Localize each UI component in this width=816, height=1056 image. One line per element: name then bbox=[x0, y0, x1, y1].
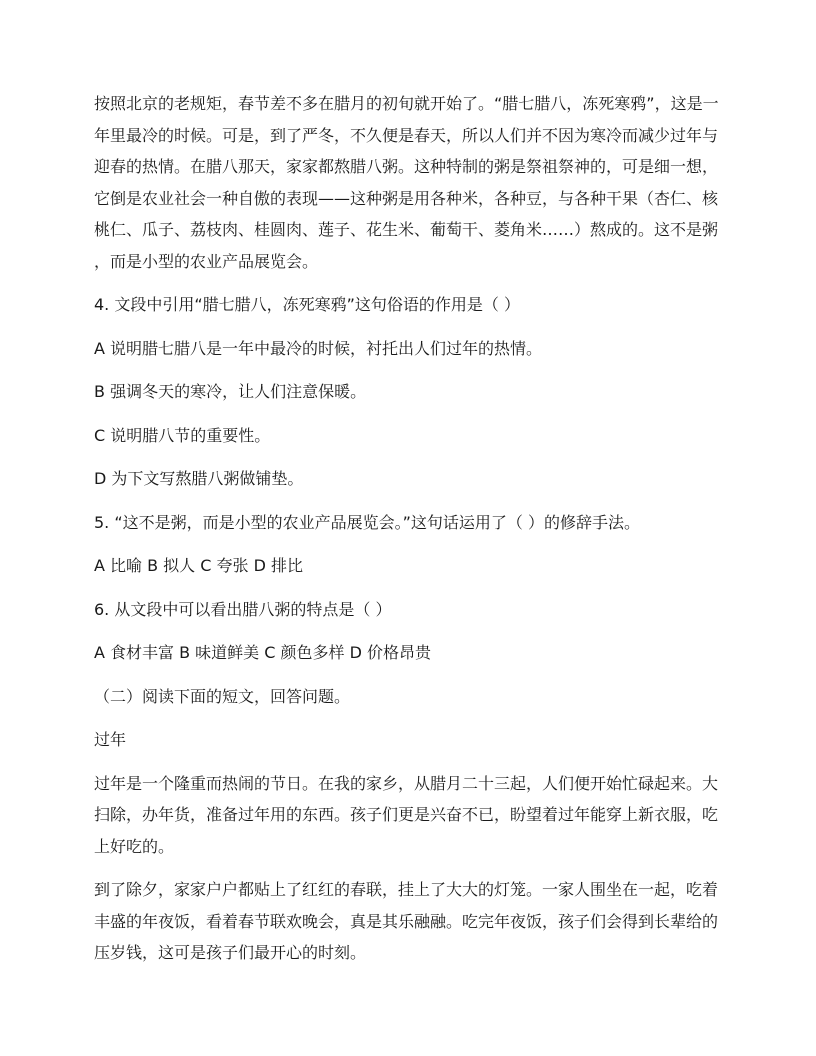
passage-paragraph bbox=[94, 88, 724, 277]
article-paragraph-1 bbox=[94, 768, 724, 863]
passage-line: 按照北京的老规矩，春节差不多在腊月的初旬就开始了。“腊七腊八，冻死寒鸦”，这是一 bbox=[94, 94, 719, 113]
question-4-option-a: A 说明腊七腊八是一年中最冷的时候，衬托出人们过年的热情。 bbox=[94, 338, 543, 358]
question-4-option-b: B 强调冬天的寒冷，让人们注意保暖。 bbox=[94, 382, 367, 401]
section-heading: （二）阅读下面的短文，回答问题。 bbox=[94, 686, 351, 706]
passage-line: 它倒是农业社会一种自傲的表现——这种粥是用各种米，各种豆，与各种干果（杏仁、核 bbox=[94, 188, 719, 208]
question-5-options: A 比喻 B 拟人 C 夸张 D 排比 bbox=[94, 556, 304, 575]
question-4-option-d: D 为下文写熬腊八粥做铺垫。 bbox=[94, 469, 304, 488]
question-6-stem: 6. 从文段中可以看出腊八粥的特点是（ ） bbox=[94, 599, 392, 619]
passage-line: 迎春的热情。在腊八那天，家家都熬腊八粥。这种特制的粥是祭祖祭神的，可是细一想， bbox=[94, 157, 719, 176]
article-line: 到了除夕，家家户户都贴上了红红的春联，挂上了大大的灯笼。一家人围坐在一起，吃着 bbox=[94, 880, 719, 899]
question-6-options: A 食材丰富 B 味道鲜美 C 颜色多样 D 价格昂贵 bbox=[94, 643, 432, 662]
question-4-option-c: C 说明腊八节的重要性。 bbox=[94, 425, 271, 445]
passage-line: 桃仁、瓜子、荔枝肉、桂圆肉、莲子、花生米、葡萄干、菱角米……）熬成的。这不是粥 bbox=[94, 220, 719, 239]
article-title: 过年 bbox=[94, 730, 127, 749]
article-line: 压岁钱，这可是孩子们最开心的时刻。 bbox=[94, 943, 367, 962]
article-line: 扫除，办年货，准备过年用的东西。孩子们更是兴奋不已，盼望着过年能穿上新衣服，吃 bbox=[94, 805, 719, 824]
article-paragraph-2 bbox=[94, 874, 724, 969]
article-line: 丰盛的年夜饭，看着春节联欢晚会，真是其乐融融。吃完年夜饭，孩子们会得到长辈给的 bbox=[94, 911, 719, 931]
article-line: 上好吃的。 bbox=[94, 836, 175, 856]
question-5-stem: 5. “这不是粥，而是小型的农业产品展览会。”这句话运用了（ ）的修辞手法。 bbox=[94, 512, 641, 532]
passage-line: ，而是小型的农业产品展览会。 bbox=[94, 251, 319, 271]
passage-line: 年里最冷的时候。可是，到了严冬，不久便是春天，所以人们并不因为寒冷而减少过年与 bbox=[94, 125, 719, 145]
question-4-stem: 4. 文段中引用“腊七腊八，冻死寒鸦”这句俗语的作用是（ ） bbox=[94, 295, 521, 314]
document-page bbox=[94, 88, 724, 969]
article-line: 过年是一个隆重而热闹的节日。在我的家乡，从腊月二十三起，人们便开始忙碌起来。大 bbox=[94, 773, 719, 793]
